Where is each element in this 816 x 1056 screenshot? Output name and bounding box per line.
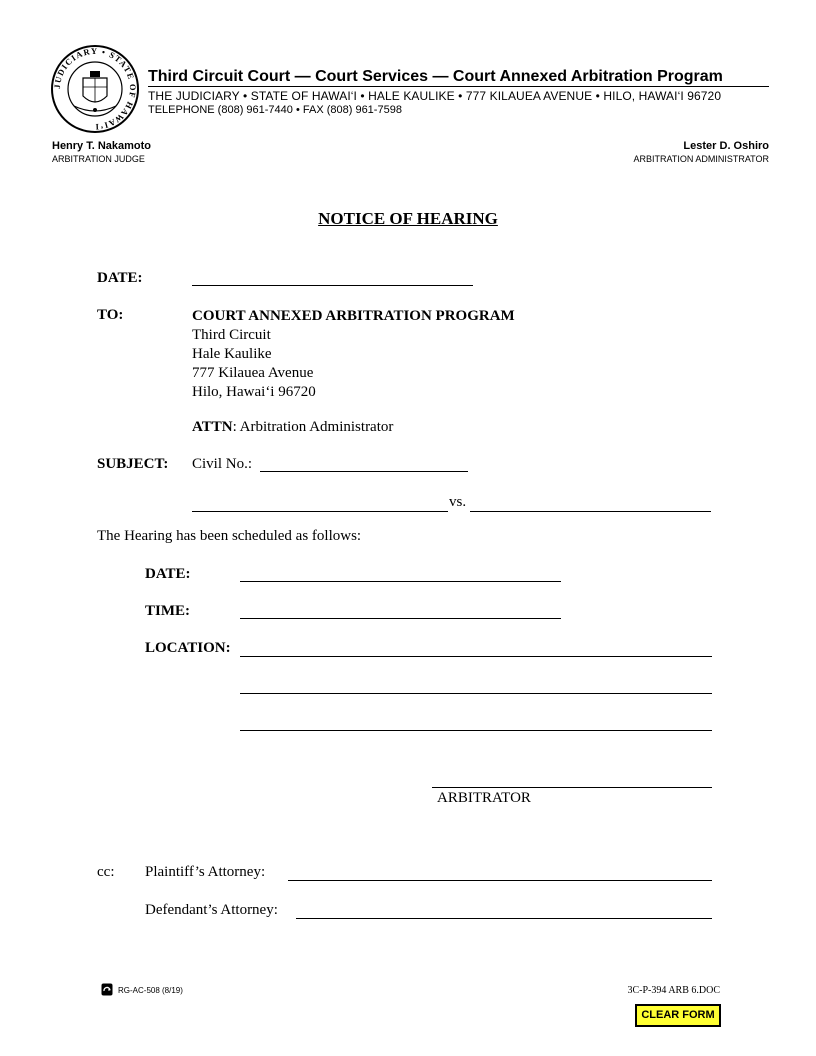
hearing-location-label: LOCATION: (145, 640, 231, 656)
location-field-3[interactable] (240, 715, 712, 731)
to-address (192, 307, 515, 402)
form-id: RG-AC-508 (8/19) (118, 986, 183, 995)
to-line-1: Third Circuit (192, 327, 271, 343)
to-label: TO: (97, 307, 124, 323)
court-title: Third Circuit Court — Court Services — Court Annexed Arbitration Program (148, 68, 723, 85)
attn-line (192, 419, 393, 436)
plaintiff-party-field[interactable] (192, 496, 448, 512)
admin-name: Lester D. Oshiro (683, 140, 769, 152)
defendant-attorney-field[interactable] (296, 903, 712, 919)
hearing-date-field[interactable] (240, 566, 561, 582)
seal-text: JUDICIARY • STATE OF HAWAI‘I (51, 45, 139, 133)
attn-label: ATTN (192, 419, 233, 435)
court-address: THE JUDICIARY • STATE OF HAWAI‘I • HALE KAULIKE • 777 KILAUEA AVENUE • HILO, HAWAI‘I 96720 (148, 89, 722, 103)
vs-label: vs. (449, 494, 467, 510)
judge-title: ARBITRATION JUDGE (52, 154, 145, 164)
hearing-time-field[interactable] (240, 603, 561, 619)
location-field-1[interactable] (240, 641, 712, 657)
schedule-intro: The Hearing has been scheduled as follows: (97, 528, 362, 544)
to-line-4: Hilo, Hawai‘i 96720 (192, 384, 316, 400)
plaintiff-attorney-field[interactable] (288, 865, 712, 881)
hearing-date-label: DATE: (145, 566, 191, 582)
subject-label: SUBJECT: (97, 456, 169, 472)
plaintiff-attorney-label: Plaintiff’s Attorney: (145, 864, 266, 880)
header-divider (148, 86, 769, 87)
defendant-party-field[interactable] (470, 496, 711, 512)
attn-value: : Arbitration Administrator (232, 419, 394, 435)
cc-label: cc: (97, 864, 115, 880)
court-contact: TELEPHONE (808) 961-7440 • FAX (808) 961-7598 (148, 104, 402, 116)
admin-title: ARBITRATION ADMINISTRATOR (633, 154, 769, 164)
form-title: NOTICE OF HEARING (318, 209, 498, 228)
to-line-2: Hale Kaulike (192, 346, 272, 362)
civil-no-field[interactable] (260, 456, 468, 472)
location-field-2[interactable] (240, 678, 712, 694)
hearing-time-label: TIME: (145, 603, 190, 619)
defendant-attorney-label: Defendant’s Attorney: (145, 902, 278, 918)
to-line-3: 777 Kilauea Avenue (192, 365, 314, 381)
date-field[interactable] (192, 270, 473, 286)
recycle-icon (101, 983, 113, 996)
date-label: DATE: (97, 270, 143, 286)
doc-code: 3C-P-394 ARB 6.DOC (627, 985, 720, 996)
clear-form-button[interactable]: CLEAR FORM (635, 1004, 721, 1027)
civil-no-label: Civil No.: (192, 456, 253, 472)
judge-name: Henry T. Nakamoto (52, 140, 152, 152)
form-title-wrapper (0, 209, 816, 229)
judiciary-seal-icon (50, 44, 140, 134)
to-org: COURT ANNEXED ARBITRATION PROGRAM (192, 308, 515, 324)
arbitrator-label: ARBITRATOR (437, 790, 531, 806)
arbitrator-signature-field[interactable] (432, 772, 712, 788)
